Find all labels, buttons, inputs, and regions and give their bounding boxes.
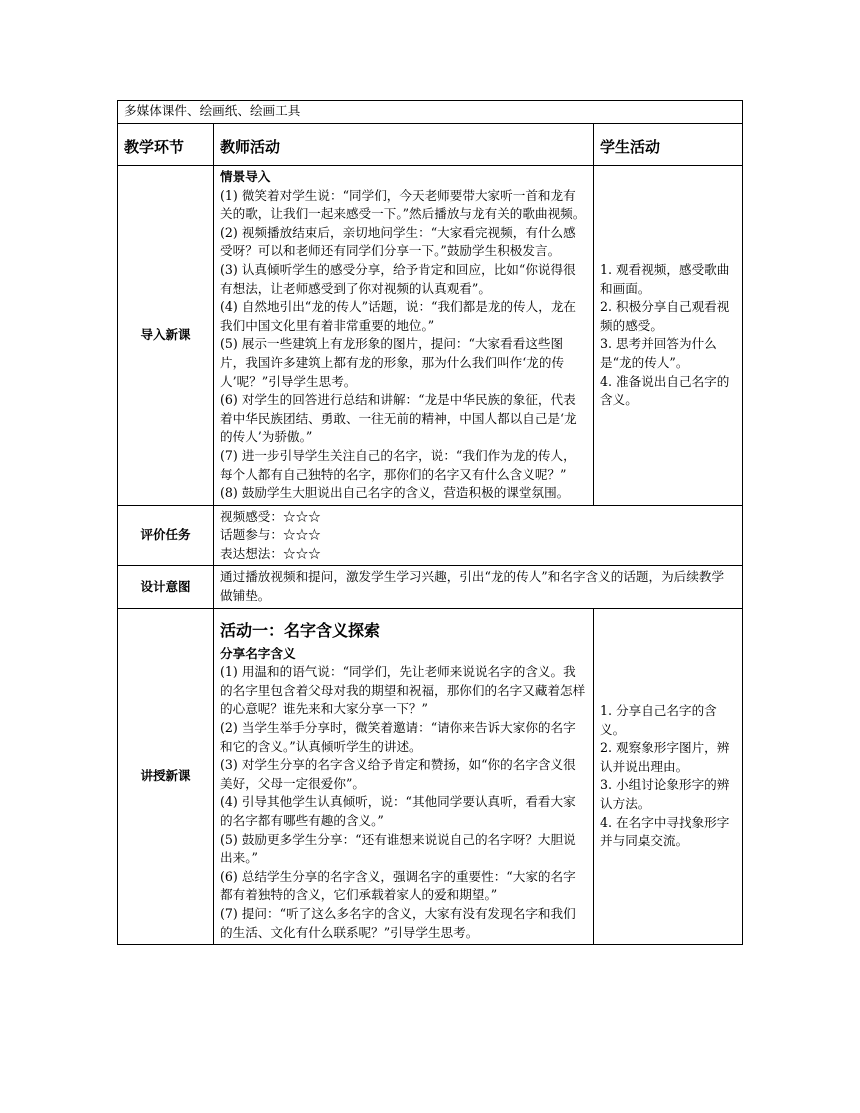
lecture-step: (2) 当学生举手分享时，微笑着邀请：“请你来告诉大家你的名字和它的含义。”认真倾听学生的讲述。 bbox=[220, 720, 576, 754]
lecture-student-cell bbox=[594, 608, 743, 945]
intro-subtitle: 情景导入 bbox=[220, 169, 271, 184]
evaluation-item: 话题参与：☆☆☆ bbox=[220, 527, 321, 543]
activity-title: 活动一：名字含义探索 bbox=[220, 620, 381, 640]
intro-step: (5) 展示一些建筑上有龙形象的图片，提问：“大家看看这些图片，我国许多建筑上都有龙的形象，那为什么我们叫作‘龙的传人’呢？”引导学生思考。 bbox=[220, 336, 565, 389]
lecture-label: 讲授新课 bbox=[118, 608, 214, 945]
evaluation-cell bbox=[214, 505, 743, 566]
intro-step: (6) 对学生的回答进行总结和讲解：“龙是中华民族的象征，代表着中华民族团结、勇敢、一往无前的精神，中国人都以自己是‘龙的传人’为骄傲。” bbox=[220, 392, 577, 445]
intro-step: (7) 进一步引导学生关注自己的名字，说：“我们作为龙的传人，每个人都有自己独特的名字，那你们的名字又有什么含义呢？” bbox=[220, 447, 576, 482]
intro-student-item: 4. 准备说出自己名字的含义。 bbox=[600, 373, 730, 408]
lecture-student-item: 3. 小组讨论象形字的辨认方法。 bbox=[600, 777, 730, 811]
evaluation-label: 评价任务 bbox=[118, 505, 214, 566]
materials-text: 多媒体课件、绘画纸、绘画工具 bbox=[118, 101, 743, 124]
lecture-row bbox=[118, 608, 743, 945]
lecture-student-item: 1. 分享自己名字的含义。 bbox=[600, 703, 717, 737]
lecture-step: (5) 鼓励更多学生分享：“还有谁想来说说自己的名字呀？大胆说出来。” bbox=[220, 831, 576, 866]
intro-step: (2) 视频播放结束后，亲切地问学生：“大家看完视频，有什么感受呀？可以和老师还有同学们分享一下。”鼓励学生积极发言。 bbox=[220, 224, 576, 259]
design-row bbox=[118, 566, 743, 608]
intro-step: (3) 认真倾听学生的感受分享，给予肯定和回应，比如“你说得很有想法，让老师感受到了你对视频的认真观看”。 bbox=[220, 261, 576, 296]
evaluation-row bbox=[118, 505, 743, 566]
intro-student-item: 2. 积极分享自己观看视频的感受。 bbox=[600, 299, 730, 333]
materials-row bbox=[118, 101, 743, 124]
intro-step: (1) 微笑着对学生说：“同学们，今天老师要带大家听一首和龙有关的歌，让我们一起来感受一下。”然后播放与龙有关的歌曲视频。 bbox=[220, 187, 586, 222]
intro-student-item: 3. 思考并回答为什么是“龙的传人”。 bbox=[600, 336, 717, 370]
intro-step: (4) 自然地引出“龙的传人”话题，说：“我们都是龙的传人，龙在我们中国文化里有着非常重要的地位。” bbox=[220, 299, 577, 333]
intro-step: (8) 鼓励学生大胆说出自己名字的含义，营造积极的课堂氛围。 bbox=[220, 485, 570, 501]
lecture-teacher-cell bbox=[214, 608, 594, 945]
intro-label: 导入新课 bbox=[118, 166, 214, 506]
intro-teacher-cell bbox=[214, 166, 594, 506]
lecture-step: (1) 用温和的语气说：“同学们，先让老师来说说名字的含义。我的名字里包含着父母对我的期望和祝福，那你们的名字又藏着怎样的心意呢？谁先来和大家分享一下？” bbox=[220, 664, 586, 717]
evaluation-item: 视频感受：☆☆☆ bbox=[220, 508, 321, 524]
design-label: 设计意图 bbox=[118, 566, 214, 608]
intro-student-cell bbox=[594, 166, 743, 506]
intro-row bbox=[118, 166, 743, 506]
lecture-student-item: 4. 在名字中寻找象形字并与同桌交流。 bbox=[600, 814, 730, 849]
intro-student-item: 1. 观看视频，感受歌曲和画面。 bbox=[600, 261, 730, 296]
lecture-student-item: 2. 观察象形字图片，辨认并说出理由。 bbox=[600, 740, 730, 774]
lecture-step: (4) 引导其他学生认真倾听，说：“其他同学要认真听，看看大家的名字都有哪些有趣的含义。” bbox=[220, 794, 576, 828]
lecture-step: (3) 对学生分享的名字含义给予肯定和赞扬，如“你的名字含义很美好，父母一定很爱你”。 bbox=[220, 757, 576, 791]
header-stage: 教学环节 bbox=[118, 124, 214, 166]
lecture-subtitle: 分享名字含义 bbox=[220, 645, 296, 661]
lesson-plan-table bbox=[117, 100, 743, 945]
header-student: 学生活动 bbox=[594, 124, 743, 166]
lecture-step: (7) 提问：“听了这么多名字的含义，大家有没有发现名字和我们的生活、文化有什么联系呢？”引导学生思考。 bbox=[220, 905, 576, 940]
design-text: 通过播放视频和提问，激发学生学习兴趣，引出“龙的传人”和名字含义的话题，为后续教学做铺垫。 bbox=[214, 566, 743, 608]
lecture-step: (6) 总结学生分享的名字含义，强调名字的重要性：“大家的名字都有着独特的含义，它们承载着家人的爱和期望。” bbox=[220, 868, 576, 903]
header-teacher: 教师活动 bbox=[214, 124, 594, 166]
evaluation-item: 表达想法：☆☆☆ bbox=[220, 545, 321, 561]
header-row bbox=[118, 124, 743, 166]
